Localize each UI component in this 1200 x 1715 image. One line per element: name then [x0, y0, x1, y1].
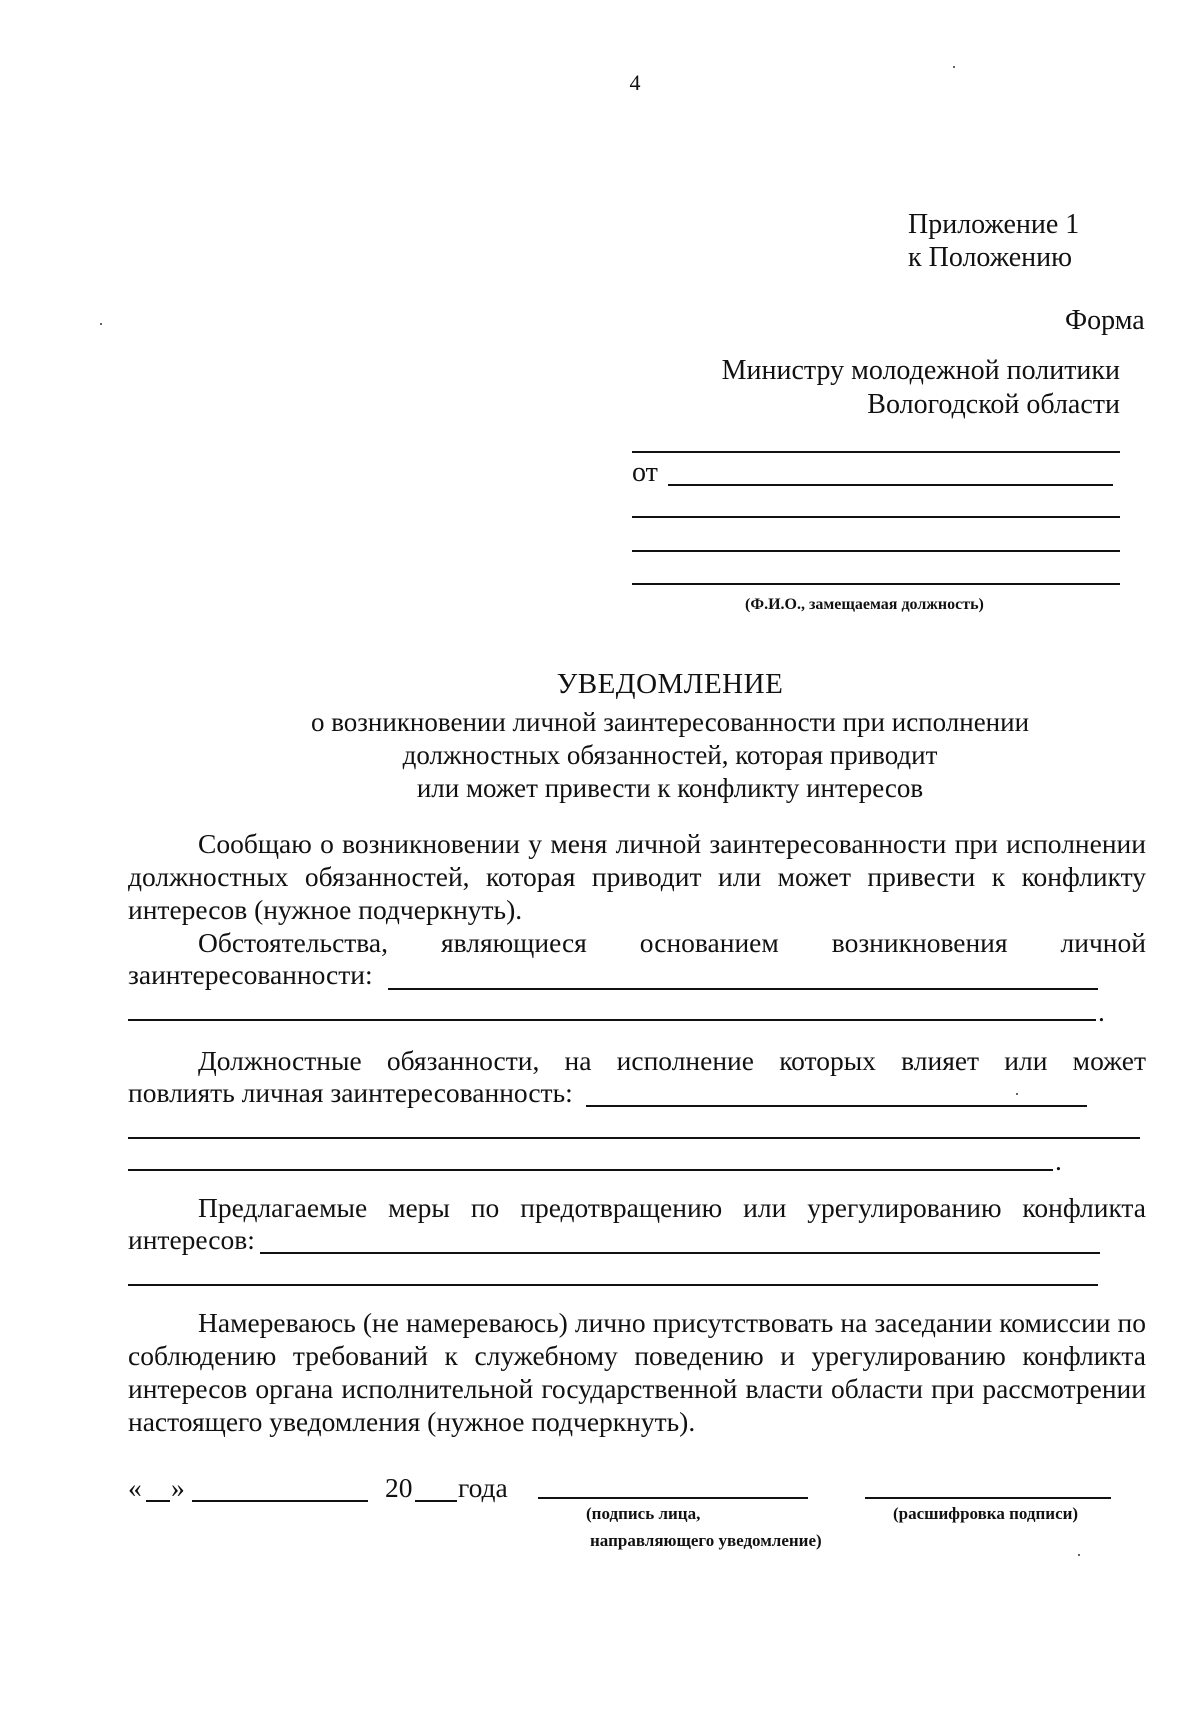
- duties-field-line-1[interactable]: [586, 1105, 1087, 1107]
- measures-label: интересов:: [128, 1224, 255, 1255]
- page-number: 4: [629, 70, 641, 95]
- date-close-quote: »: [171, 1472, 185, 1503]
- date-day-line[interactable]: [146, 1500, 170, 1502]
- date-century: 20: [385, 1472, 413, 1503]
- from-label: от: [632, 457, 658, 488]
- sender-line-3[interactable]: [632, 516, 1120, 518]
- sender-line-4[interactable]: [632, 550, 1120, 552]
- scan-speck: [953, 66, 955, 68]
- addressee: [722, 354, 1120, 422]
- measures-field-line-1[interactable]: [260, 1252, 1100, 1254]
- circumstances-field-line-1[interactable]: [388, 988, 1098, 990]
- duties-label: повлиять личная заинтересованность:: [128, 1077, 573, 1108]
- scan-speck: [100, 323, 102, 325]
- date-open-quote: «: [128, 1472, 142, 1503]
- form-label: Форма: [1065, 305, 1145, 336]
- paragraph-circumstances: Обстоятельства, являющиеся основанием возникновения личной: [198, 927, 1146, 958]
- document-title: УВЕДОМЛЕНИЕ: [556, 668, 784, 700]
- scan-speck: [1078, 1554, 1080, 1556]
- duties-field-line-3[interactable]: [128, 1169, 1053, 1171]
- signature-caption-line-2: направляющего уведомление): [590, 1531, 822, 1550]
- addressee-line-2: Вологодской области: [867, 389, 1120, 420]
- sender-line-1[interactable]: [632, 451, 1120, 453]
- sender-name-line[interactable]: [668, 484, 1113, 486]
- signature-decode-caption: (расшифровка подписи): [893, 1504, 1079, 1523]
- measures-field-line-2[interactable]: [128, 1284, 1098, 1286]
- paragraph-notification: Сообщаю о возникновении у меня личной заинтересованности при исполнении должностных обязанностей, которая приводит или может привести к конфликту интересов (нужное подчеркнуть).: [128, 828, 1146, 925]
- circumstances-field-line-2[interactable]: [128, 1019, 1096, 1021]
- duties-field-line-2[interactable]: [128, 1137, 1140, 1139]
- signature-caption-line-1: (подпись лица,: [586, 1504, 701, 1523]
- appendix-header: [908, 208, 1079, 274]
- paragraph-intent: Намереваюсь (не намереваюсь) лично присутствовать на заседании комиссии по соблюдению требований к служебному поведению и урегулированию конфликта интересов органа исполнительной государственной власти области при рассмотрении настоящего уведомления (нужное подчеркнуть).: [128, 1307, 1146, 1437]
- appendix-line-2: к Положению: [908, 242, 1073, 273]
- sender-line-5[interactable]: [632, 583, 1120, 585]
- date-year-word: года: [458, 1472, 508, 1503]
- scan-speck: [1016, 1093, 1018, 1095]
- circumstances-period: .: [1098, 996, 1105, 1027]
- paragraph-measures: Предлагаемые меры по предотвращению или урегулированию конфликта: [198, 1192, 1146, 1223]
- duties-period: .: [1055, 1145, 1062, 1176]
- circumstances-label: заинтересованности:: [128, 959, 373, 990]
- date-month-line[interactable]: [192, 1500, 368, 1502]
- appendix-line-1: Приложение 1: [908, 209, 1080, 240]
- date-year-line[interactable]: [415, 1500, 457, 1502]
- subtitle-line-1: о возникновении личной заинтересованности при исполнении: [310, 707, 1030, 737]
- subtitle-line-3: или может привести к конфликту интересов: [416, 773, 924, 803]
- fio-caption: (Ф.И.О., замещаемая должность): [745, 596, 984, 613]
- signature-line[interactable]: [538, 1497, 808, 1499]
- paragraph-duties: Должностные обязанности, на исполнение которых влияет или может: [198, 1045, 1146, 1076]
- addressee-line-1: Министру молодежной политики: [721, 355, 1120, 386]
- signature-decode-line[interactable]: [865, 1497, 1111, 1499]
- subtitle-line-2: должностных обязанностей, которая приводит: [402, 740, 938, 770]
